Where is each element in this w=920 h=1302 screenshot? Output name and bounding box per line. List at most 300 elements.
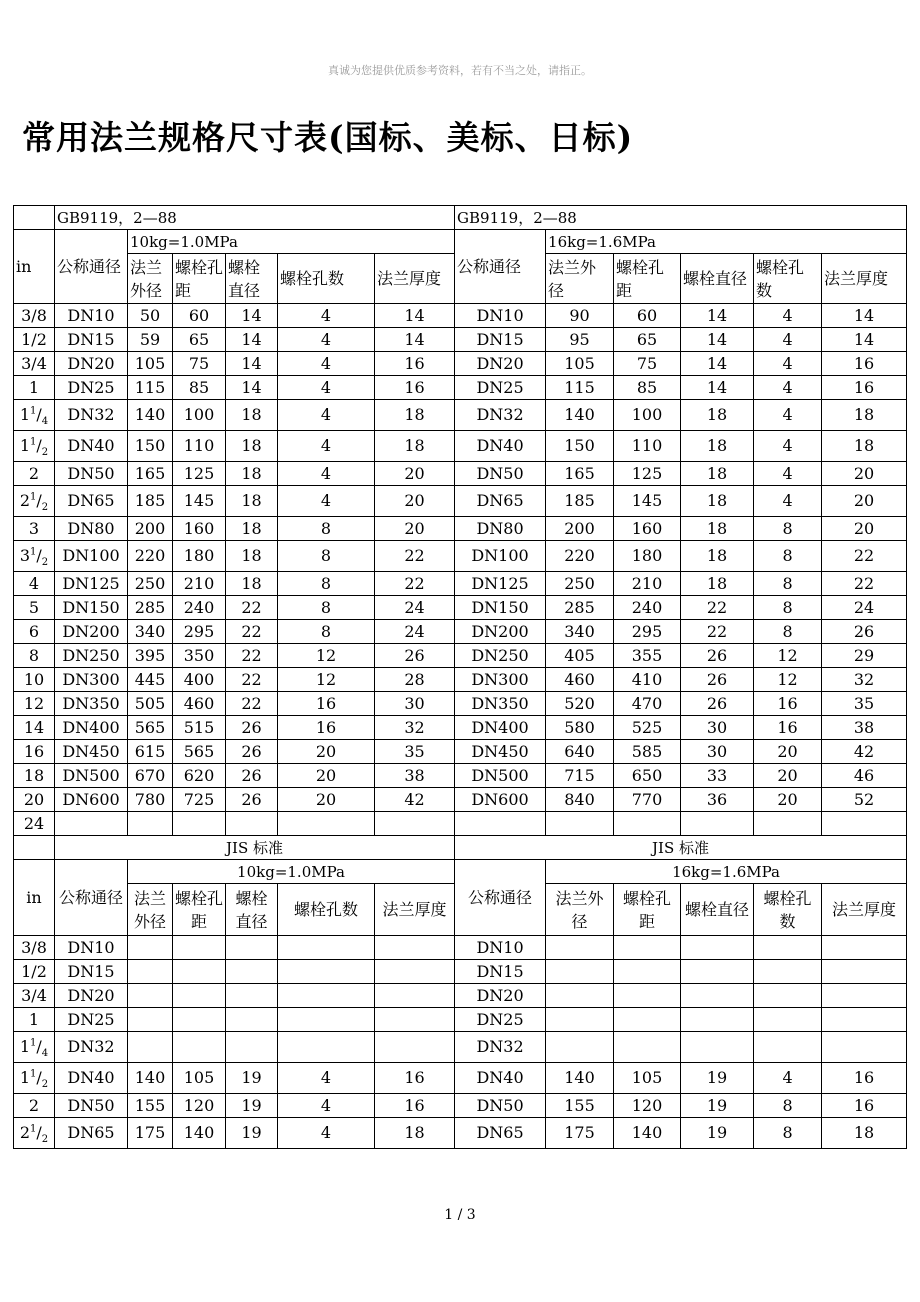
table-row — [14, 486, 907, 517]
left-bolt-diameter: 18 — [226, 517, 278, 541]
right-bolt-diameter — [681, 1008, 754, 1032]
row-nominal-diameter: DN15 — [55, 960, 128, 984]
right-bolt-pcd — [614, 1032, 681, 1063]
col-od-header: 法兰外径 — [128, 884, 173, 936]
right-bolt-pcd — [614, 936, 681, 960]
left-flange-od: 220 — [128, 541, 173, 572]
left-flange-thickness: 20 — [375, 462, 455, 486]
col-in-header: in — [14, 230, 55, 304]
row-nominal-diameter: DN450 — [55, 740, 128, 764]
col-od-header: 法兰外径 — [128, 254, 173, 304]
left-flange-od — [128, 812, 173, 836]
col-holes-header: 螺栓孔数 — [278, 884, 375, 936]
left-flange-od: 505 — [128, 692, 173, 716]
right-flange-od: 200 — [546, 517, 614, 541]
left-bolt-diameter: 14 — [226, 352, 278, 376]
row-inch-size: 6 — [14, 620, 55, 644]
right-nominal-diameter — [455, 812, 546, 836]
left-flange-od: 780 — [128, 788, 173, 812]
right-flange-od: 90 — [546, 304, 614, 328]
right-bolt-diameter: 33 — [681, 764, 754, 788]
row-inch-size: $2^1/_2$ — [14, 486, 55, 517]
right-bolt-hole-count: 12 — [754, 668, 822, 692]
left-flange-thickness: 42 — [375, 788, 455, 812]
row-inch-size: 3/4 — [14, 352, 55, 376]
left-bolt-diameter: 19 — [226, 1094, 278, 1118]
row-nominal-diameter: DN10 — [55, 304, 128, 328]
left-bolt-hole-count: 4 — [278, 1118, 375, 1149]
right-flange-od: 640 — [546, 740, 614, 764]
right-bolt-pcd: 650 — [614, 764, 681, 788]
col-holes-header: 螺栓孔数 — [754, 254, 822, 304]
right-bolt-pcd: 180 — [614, 541, 681, 572]
right-flange-thickness — [822, 1008, 907, 1032]
row-nominal-diameter: DN100 — [55, 541, 128, 572]
right-nominal-diameter: DN20 — [455, 352, 546, 376]
left-flange-thickness: 28 — [375, 668, 455, 692]
right-bolt-pcd — [614, 812, 681, 836]
right-bolt-diameter: 22 — [681, 620, 754, 644]
col-thickness-header: 法兰厚度 — [822, 254, 907, 304]
left-flange-od: 50 — [128, 304, 173, 328]
left-bolt-diameter: 14 — [226, 328, 278, 352]
right-nominal-diameter: DN40 — [455, 431, 546, 462]
left-flange-thickness: 20 — [375, 517, 455, 541]
left-bolt-hole-count: 4 — [278, 304, 375, 328]
right-bolt-pcd: 295 — [614, 620, 681, 644]
right-nominal-diameter: DN25 — [455, 376, 546, 400]
right-nominal-diameter: DN100 — [455, 541, 546, 572]
inch-numerator: 1 — [30, 405, 37, 417]
left-flange-od: 250 — [128, 572, 173, 596]
left-bolt-pcd: 125 — [173, 462, 226, 486]
right-bolt-diameter: 14 — [681, 328, 754, 352]
right-nominal-diameter: DN20 — [455, 984, 546, 1008]
right-bolt-hole-count: 4 — [754, 486, 822, 517]
right-nominal-diameter: DN250 — [455, 644, 546, 668]
col-thickness-header: 法兰厚度 — [375, 254, 455, 304]
right-bolt-hole-count: 4 — [754, 400, 822, 431]
right-flange-thickness: 20 — [822, 486, 907, 517]
watermark-text: 真诚为您提供优质参考资料，若有不当之处，请指正。 — [328, 64, 592, 77]
left-bolt-hole-count: 16 — [278, 716, 375, 740]
right-bolt-hole-count: 4 — [754, 1063, 822, 1094]
left-bolt-diameter — [226, 984, 278, 1008]
right-flange-od: 715 — [546, 764, 614, 788]
table-row — [14, 304, 907, 328]
right-bolt-diameter: 18 — [681, 541, 754, 572]
inch-numerator: 1 — [30, 1068, 37, 1080]
table-row — [14, 400, 907, 431]
right-nominal-diameter: DN300 — [455, 668, 546, 692]
right-bolt-pcd: 525 — [614, 716, 681, 740]
blank-cell — [14, 206, 55, 230]
col-nominal-header: 公称通径 — [55, 860, 128, 936]
right-bolt-hole-count: 8 — [754, 620, 822, 644]
table-row — [14, 517, 907, 541]
left-bolt-pcd — [173, 960, 226, 984]
left-bolt-hole-count: 4 — [278, 400, 375, 431]
right-bolt-pcd: 85 — [614, 376, 681, 400]
jis-pressure-right: 16kg=1.6MPa — [546, 860, 907, 884]
right-flange-thickness: 16 — [822, 376, 907, 400]
right-flange-od: 840 — [546, 788, 614, 812]
left-bolt-pcd: 65 — [173, 328, 226, 352]
right-flange-thickness: 16 — [822, 1094, 907, 1118]
inch-whole: 2 — [19, 1123, 31, 1142]
right-flange-od: 250 — [546, 572, 614, 596]
right-bolt-diameter: 19 — [681, 1094, 754, 1118]
col-thickness-header: 法兰厚度 — [375, 884, 455, 936]
right-bolt-diameter: 19 — [681, 1063, 754, 1094]
right-bolt-diameter: 26 — [681, 668, 754, 692]
left-flange-od: 395 — [128, 644, 173, 668]
right-flange-thickness: 22 — [822, 572, 907, 596]
right-flange-od: 220 — [546, 541, 614, 572]
inch-numerator: 1 — [30, 1123, 37, 1135]
jis-pressure-left: 10kg=1.0MPa — [128, 860, 455, 884]
right-bolt-diameter — [681, 1032, 754, 1063]
table-row — [14, 376, 907, 400]
left-bolt-diameter: 18 — [226, 541, 278, 572]
row-inch-size: 1 — [14, 1008, 55, 1032]
right-flange-thickness: 35 — [822, 692, 907, 716]
row-inch-size: 24 — [14, 812, 55, 836]
inch-denominator: 4 — [41, 1048, 49, 1060]
row-nominal-diameter: DN600 — [55, 788, 128, 812]
left-flange-od: 670 — [128, 764, 173, 788]
table-row — [14, 764, 907, 788]
left-bolt-diameter: 22 — [226, 644, 278, 668]
right-flange-thickness: 38 — [822, 716, 907, 740]
left-flange-thickness: 26 — [375, 644, 455, 668]
right-bolt-diameter: 30 — [681, 740, 754, 764]
left-bolt-pcd: 105 — [173, 1063, 226, 1094]
left-bolt-diameter: 18 — [226, 431, 278, 462]
right-flange-thickness: 20 — [822, 517, 907, 541]
right-bolt-pcd: 120 — [614, 1094, 681, 1118]
left-bolt-diameter — [226, 812, 278, 836]
row-nominal-diameter: DN20 — [55, 984, 128, 1008]
left-bolt-pcd: 140 — [173, 1118, 226, 1149]
right-bolt-hole-count: 8 — [754, 1094, 822, 1118]
table-row — [14, 788, 907, 812]
left-bolt-pcd: 400 — [173, 668, 226, 692]
left-bolt-pcd: 460 — [173, 692, 226, 716]
left-flange-od — [128, 1032, 173, 1063]
left-flange-thickness: 24 — [375, 596, 455, 620]
right-flange-od: 460 — [546, 668, 614, 692]
row-nominal-diameter: DN200 — [55, 620, 128, 644]
right-flange-od: 155 — [546, 1094, 614, 1118]
right-flange-thickness: 26 — [822, 620, 907, 644]
right-flange-thickness: 16 — [822, 352, 907, 376]
right-bolt-diameter: 19 — [681, 1118, 754, 1149]
blank-cell — [14, 836, 55, 860]
table-row — [14, 692, 907, 716]
table-row — [14, 596, 907, 620]
right-bolt-hole-count: 4 — [754, 431, 822, 462]
left-flange-od: 150 — [128, 431, 173, 462]
row-nominal-diameter: DN50 — [55, 1094, 128, 1118]
right-bolt-pcd: 65 — [614, 328, 681, 352]
row-inch-size: $2^1/_2$ — [14, 1118, 55, 1149]
right-flange-od: 520 — [546, 692, 614, 716]
table-row — [14, 936, 907, 960]
left-flange-thickness: 14 — [375, 328, 455, 352]
right-bolt-pcd: 160 — [614, 517, 681, 541]
row-nominal-diameter: DN50 — [55, 462, 128, 486]
table-row — [14, 620, 907, 644]
left-bolt-diameter — [226, 1008, 278, 1032]
page-indicator: 1 / 3 — [444, 1207, 476, 1223]
left-flange-thickness: 16 — [375, 376, 455, 400]
table-row — [14, 328, 907, 352]
left-bolt-pcd — [173, 812, 226, 836]
right-bolt-hole-count: 8 — [754, 541, 822, 572]
right-bolt-hole-count: 8 — [754, 572, 822, 596]
right-flange-thickness — [822, 812, 907, 836]
table-row — [14, 740, 907, 764]
left-bolt-pcd: 620 — [173, 764, 226, 788]
table-row — [14, 431, 907, 462]
right-bolt-hole-count — [754, 960, 822, 984]
right-flange-od — [546, 1008, 614, 1032]
row-inch-size: 14 — [14, 716, 55, 740]
left-flange-od: 615 — [128, 740, 173, 764]
left-bolt-hole-count — [278, 984, 375, 1008]
right-nominal-diameter: DN125 — [455, 572, 546, 596]
row-inch-size: 12 — [14, 692, 55, 716]
right-flange-od: 95 — [546, 328, 614, 352]
right-bolt-hole-count: 4 — [754, 376, 822, 400]
left-bolt-diameter: 14 — [226, 376, 278, 400]
jis-standard-right: JIS 标准 — [455, 836, 907, 860]
left-bolt-pcd: 180 — [173, 541, 226, 572]
left-flange-thickness: 14 — [375, 304, 455, 328]
right-bolt-pcd — [614, 960, 681, 984]
left-flange-od — [128, 984, 173, 1008]
right-nominal-diameter: DN400 — [455, 716, 546, 740]
left-bolt-diameter: 19 — [226, 1063, 278, 1094]
left-bolt-pcd: 160 — [173, 517, 226, 541]
inch-whole: 1 — [19, 1037, 31, 1056]
left-flange-od: 565 — [128, 716, 173, 740]
left-bolt-hole-count: 8 — [278, 517, 375, 541]
right-flange-od: 115 — [546, 376, 614, 400]
left-bolt-hole-count: 4 — [278, 1063, 375, 1094]
right-flange-thickness: 18 — [822, 1118, 907, 1149]
left-flange-thickness: 18 — [375, 431, 455, 462]
row-inch-size: $3^1/_2$ — [14, 541, 55, 572]
row-nominal-diameter: DN40 — [55, 1063, 128, 1094]
left-bolt-pcd: 350 — [173, 644, 226, 668]
right-nominal-diameter: DN150 — [455, 596, 546, 620]
row-nominal-diameter: DN500 — [55, 764, 128, 788]
right-flange-thickness — [822, 936, 907, 960]
row-nominal-diameter: DN125 — [55, 572, 128, 596]
inch-numerator: 1 — [30, 491, 37, 503]
inch-whole: 1 — [19, 405, 31, 424]
left-flange-od: 140 — [128, 400, 173, 431]
left-flange-thickness: 30 — [375, 692, 455, 716]
col-bolt-diameter-header: 螺栓直径 — [226, 254, 278, 304]
row-inch-size: 1 — [14, 376, 55, 400]
right-bolt-diameter: 14 — [681, 352, 754, 376]
right-bolt-pcd: 105 — [614, 1063, 681, 1094]
inch-whole: 1 — [19, 436, 31, 455]
right-bolt-hole-count: 20 — [754, 740, 822, 764]
left-flange-thickness: 16 — [375, 1063, 455, 1094]
jis-standard-left: JIS 标准 — [55, 836, 455, 860]
row-nominal-diameter: DN400 — [55, 716, 128, 740]
right-flange-thickness: 46 — [822, 764, 907, 788]
row-inch-size: 3 — [14, 517, 55, 541]
row-nominal-diameter: DN32 — [55, 1032, 128, 1063]
right-bolt-hole-count: 8 — [754, 1118, 822, 1149]
right-bolt-diameter — [681, 812, 754, 836]
right-bolt-hole-count — [754, 984, 822, 1008]
left-bolt-pcd: 120 — [173, 1094, 226, 1118]
left-flange-thickness: 38 — [375, 764, 455, 788]
left-bolt-hole-count: 16 — [278, 692, 375, 716]
right-flange-od: 340 — [546, 620, 614, 644]
inch-numerator: 1 — [30, 546, 37, 558]
row-nominal-diameter: DN25 — [55, 1008, 128, 1032]
right-flange-od — [546, 812, 614, 836]
inch-whole: 2 — [19, 491, 31, 510]
right-bolt-diameter: 18 — [681, 486, 754, 517]
right-bolt-hole-count: 4 — [754, 304, 822, 328]
left-bolt-hole-count: 4 — [278, 328, 375, 352]
jis-section — [14, 836, 907, 1149]
table-row — [14, 541, 907, 572]
left-bolt-pcd — [173, 936, 226, 960]
right-flange-od: 165 — [546, 462, 614, 486]
right-bolt-hole-count: 20 — [754, 764, 822, 788]
left-bolt-diameter: 18 — [226, 572, 278, 596]
left-bolt-pcd: 515 — [173, 716, 226, 740]
row-inch-size: 2 — [14, 462, 55, 486]
right-bolt-pcd: 355 — [614, 644, 681, 668]
right-bolt-hole-count: 4 — [754, 462, 822, 486]
left-bolt-hole-count: 12 — [278, 668, 375, 692]
left-flange-thickness — [375, 936, 455, 960]
page-title: 常用法兰规格尺寸表(国标、美标、日标) — [22, 118, 634, 157]
left-flange-thickness — [375, 1032, 455, 1063]
row-inch-size: 20 — [14, 788, 55, 812]
table-row — [14, 462, 907, 486]
right-flange-thickness: 18 — [822, 431, 907, 462]
row-nominal-diameter: DN350 — [55, 692, 128, 716]
left-bolt-diameter: 26 — [226, 740, 278, 764]
right-flange-od — [546, 960, 614, 984]
right-flange-od: 140 — [546, 400, 614, 431]
row-inch-size: $1^1/_4$ — [14, 1032, 55, 1063]
left-flange-thickness — [375, 812, 455, 836]
row-inch-size: 1/2 — [14, 328, 55, 352]
right-bolt-hole-count: 8 — [754, 517, 822, 541]
right-bolt-pcd: 75 — [614, 352, 681, 376]
left-flange-od: 59 — [128, 328, 173, 352]
table-row — [14, 644, 907, 668]
right-flange-thickness: 32 — [822, 668, 907, 692]
gb-standard-left: GB9119，2—88 — [55, 206, 455, 230]
left-bolt-diameter: 18 — [226, 486, 278, 517]
row-inch-size: 5 — [14, 596, 55, 620]
left-flange-thickness: 18 — [375, 400, 455, 431]
left-bolt-diameter: 14 — [226, 304, 278, 328]
right-bolt-diameter: 30 — [681, 716, 754, 740]
right-flange-thickness: 16 — [822, 1063, 907, 1094]
left-flange-od — [128, 960, 173, 984]
left-bolt-diameter: 22 — [226, 692, 278, 716]
left-bolt-hole-count: 4 — [278, 462, 375, 486]
col-in-header: in — [14, 860, 55, 936]
left-bolt-pcd: 210 — [173, 572, 226, 596]
right-flange-od: 580 — [546, 716, 614, 740]
inch-numerator: 1 — [30, 436, 37, 448]
col-pcd-header: 螺栓孔距 — [614, 884, 681, 936]
inch-denominator: 2 — [41, 502, 49, 514]
right-bolt-diameter: 14 — [681, 376, 754, 400]
col-bolt-diameter-header: 螺栓直径 — [226, 884, 278, 936]
right-bolt-diameter — [681, 984, 754, 1008]
left-flange-od: 105 — [128, 352, 173, 376]
left-bolt-diameter: 22 — [226, 668, 278, 692]
left-bolt-hole-count: 4 — [278, 431, 375, 462]
left-flange-od: 340 — [128, 620, 173, 644]
right-nominal-diameter: DN600 — [455, 788, 546, 812]
right-flange-thickness — [822, 960, 907, 984]
row-nominal-diameter: DN32 — [55, 400, 128, 431]
left-bolt-diameter: 26 — [226, 716, 278, 740]
inch-whole: 1 — [19, 1068, 31, 1087]
table-row — [14, 352, 907, 376]
right-bolt-pcd — [614, 1008, 681, 1032]
right-nominal-diameter: DN10 — [455, 304, 546, 328]
right-nominal-diameter: DN80 — [455, 517, 546, 541]
left-flange-od: 445 — [128, 668, 173, 692]
left-bolt-pcd — [173, 1032, 226, 1063]
left-bolt-hole-count — [278, 1032, 375, 1063]
left-bolt-pcd: 100 — [173, 400, 226, 431]
right-bolt-diameter: 26 — [681, 644, 754, 668]
row-nominal-diameter: DN250 — [55, 644, 128, 668]
right-nominal-diameter: DN25 — [455, 1008, 546, 1032]
right-flange-od: 105 — [546, 352, 614, 376]
left-flange-thickness: 35 — [375, 740, 455, 764]
left-bolt-diameter — [226, 960, 278, 984]
left-bolt-hole-count — [278, 812, 375, 836]
left-bolt-hole-count — [278, 1008, 375, 1032]
row-inch-size: 10 — [14, 668, 55, 692]
right-flange-od: 185 — [546, 486, 614, 517]
left-bolt-hole-count: 4 — [278, 352, 375, 376]
left-bolt-pcd: 145 — [173, 486, 226, 517]
left-flange-od: 175 — [128, 1118, 173, 1149]
col-nominal-header: 公称通径 — [455, 860, 546, 936]
left-flange-od: 140 — [128, 1063, 173, 1094]
right-bolt-pcd: 470 — [614, 692, 681, 716]
right-nominal-diameter: DN50 — [455, 462, 546, 486]
right-nominal-diameter: DN40 — [455, 1063, 546, 1094]
left-bolt-hole-count: 20 — [278, 788, 375, 812]
row-nominal-diameter: DN25 — [55, 376, 128, 400]
row-nominal-diameter: DN65 — [55, 1118, 128, 1149]
left-bolt-pcd: 295 — [173, 620, 226, 644]
right-flange-od — [546, 1032, 614, 1063]
